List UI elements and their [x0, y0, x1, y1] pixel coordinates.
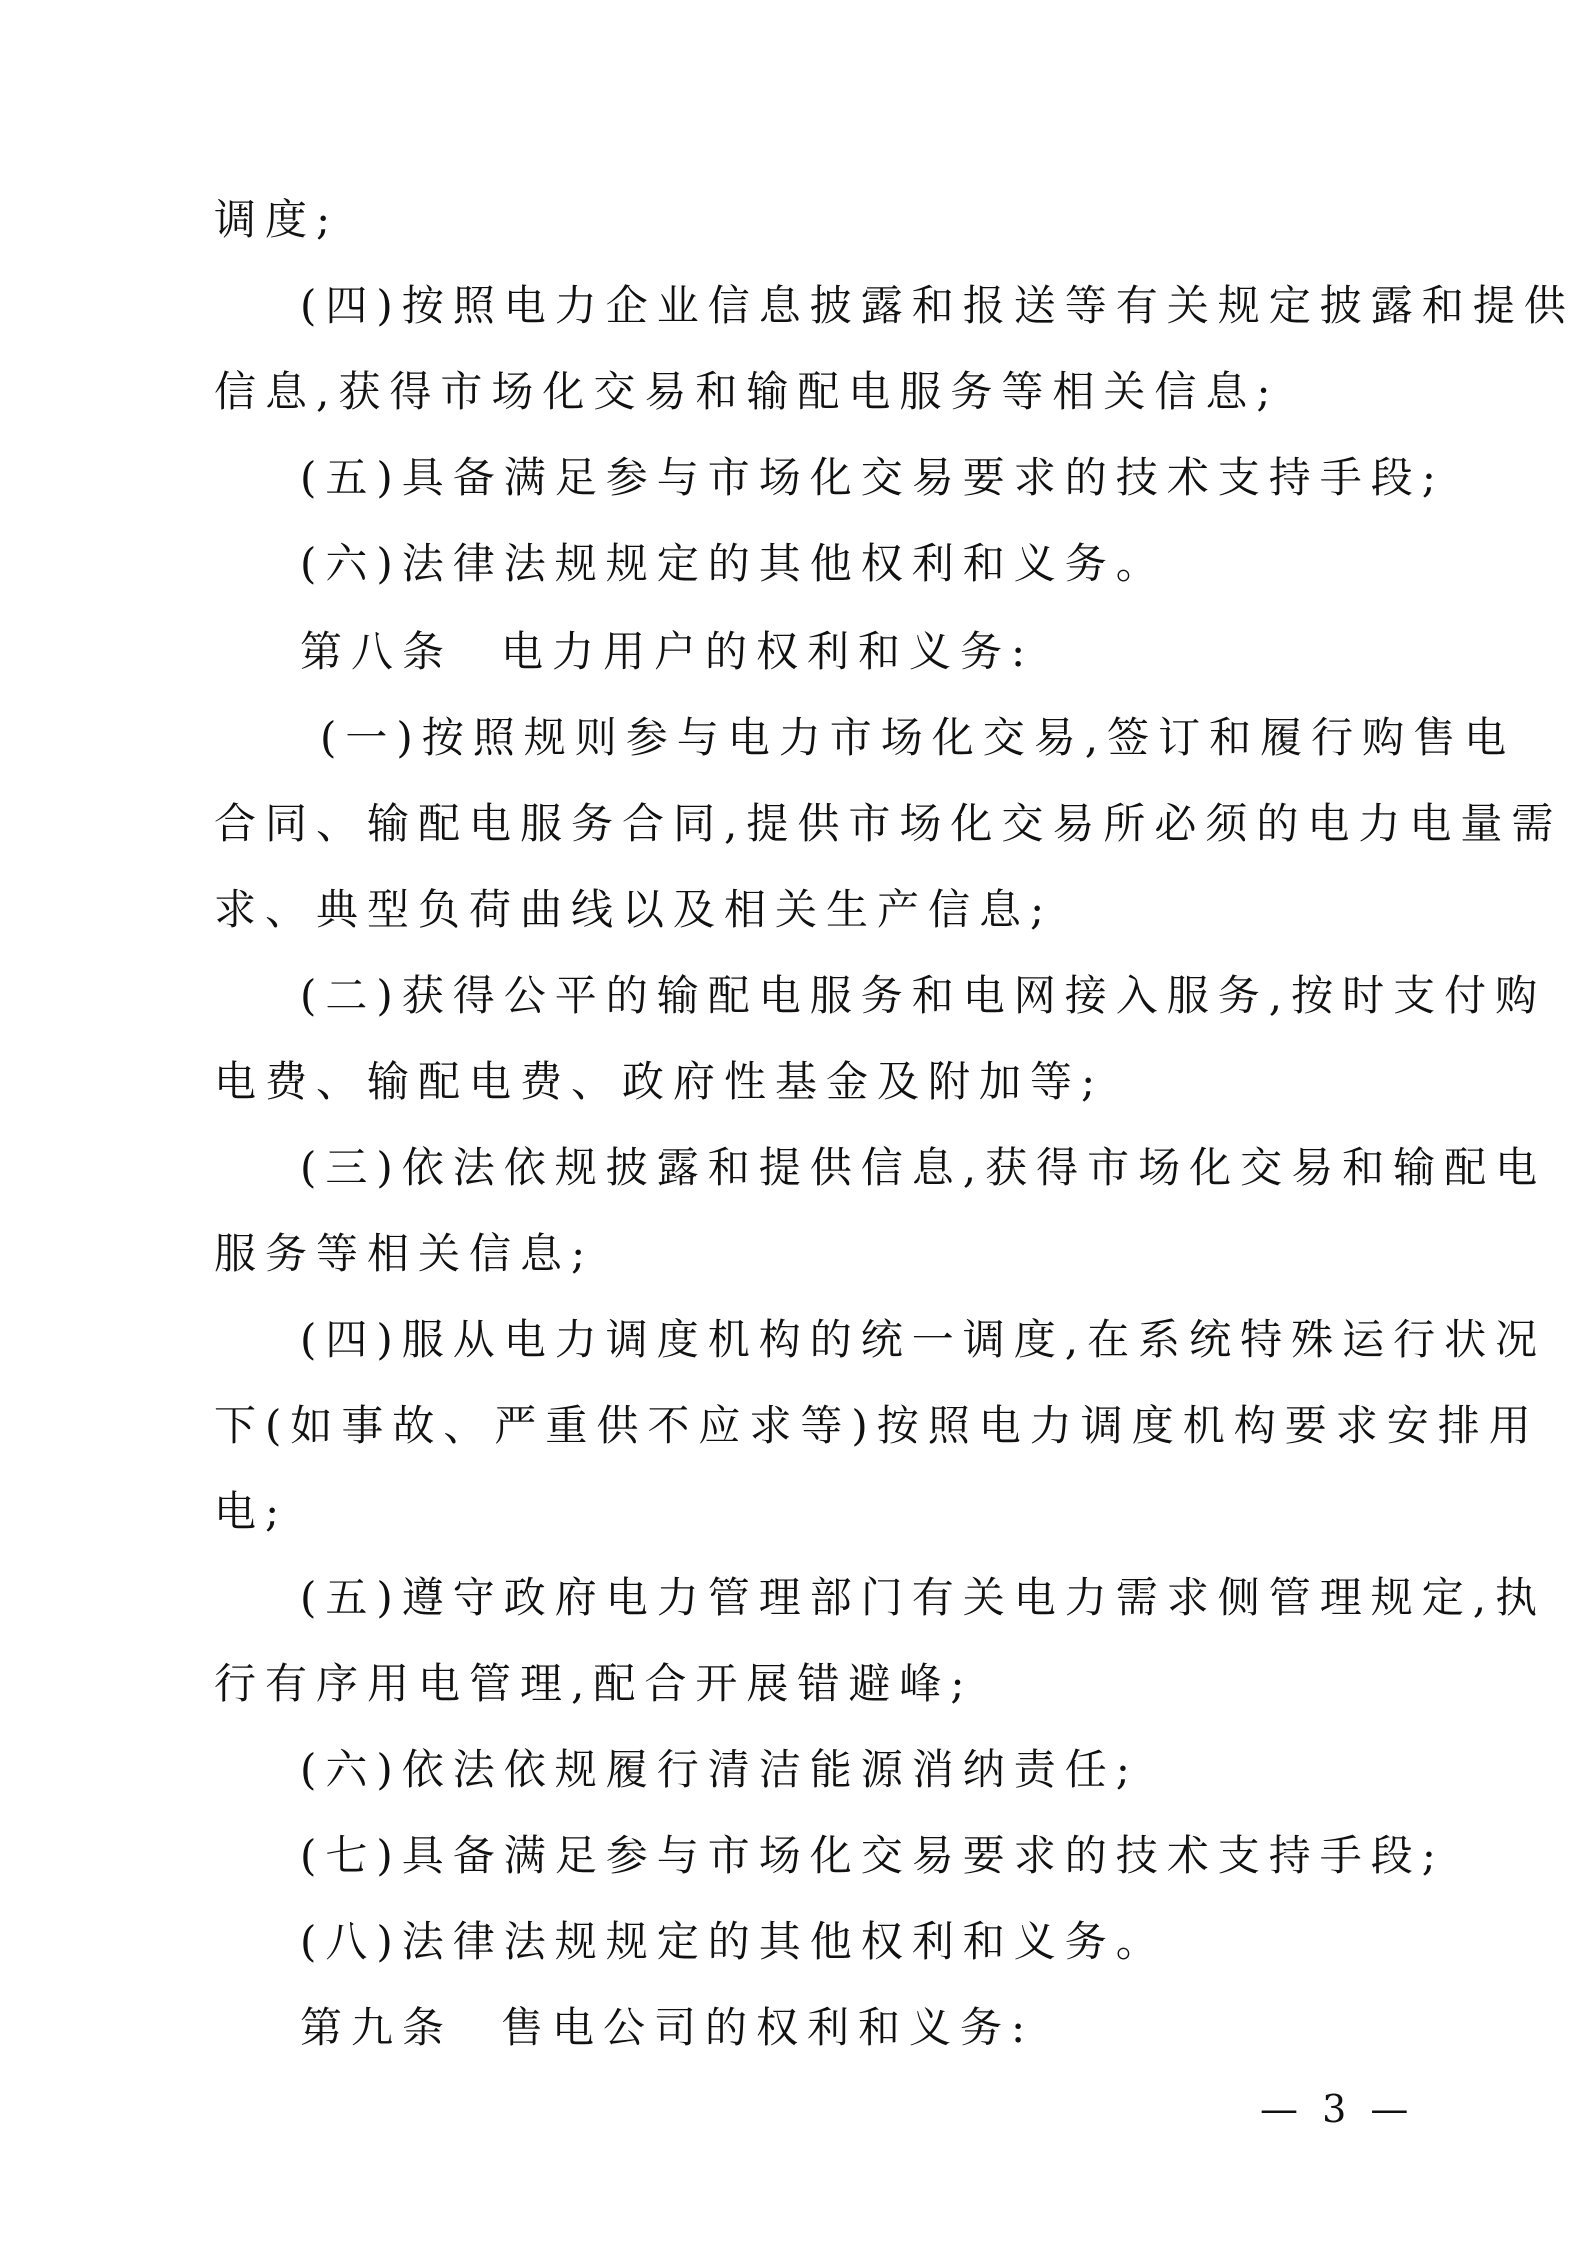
- article-8-number: 第八条: [300, 627, 454, 676]
- article-8-clause-1-line-3: 求、典型负荷曲线以及相关生产信息;: [214, 885, 1054, 934]
- article-8-clause-5-line-1: (五)遵守政府电力管理部门有关电力需求侧管理规定,执: [300, 1573, 1547, 1622]
- article-8-clause-4-line-3: 电;: [214, 1487, 289, 1536]
- article-8-clause-1-line-2: 合同、输配电服务合同,提供市场化交易所必须的电力电量需: [214, 799, 1563, 848]
- article-8-clause-8: (八)法律法规规定的其他权利和义务。: [300, 1917, 1167, 1966]
- article-8-clause-5-line-2: 行有序用电管理,配合开展错避峰;: [214, 1659, 974, 1708]
- article-8-clause-6: (六)依法依规履行清洁能源消纳责任;: [300, 1745, 1139, 1794]
- article-8-clause-2-line-1: (二)获得公平的输配电服务和电网接入服务,按时支付购: [300, 971, 1547, 1020]
- clause-4-line-1: (四)按照电力企业信息披露和报送等有关规定披露和提供: [300, 281, 1575, 330]
- article-8-clause-4-line-1: (四)服从电力调度机构的统一调度,在系统特殊运行状况: [300, 1315, 1547, 1364]
- article-9-heading: [300, 2000, 1500, 2056]
- article-8-clause-7: (七)具备满足参与市场化交易要求的技术支持手段;: [300, 1831, 1445, 1880]
- clause-6: (六)法律法规规定的其他权利和义务。: [300, 539, 1167, 588]
- article-8-clause-4-line-2: 下(如事故、严重供不应求等)按照电力调度机构要求安排用: [214, 1401, 1540, 1450]
- article-8-clause-2-line-2: 电费、输配电费、政府性基金及附加等;: [214, 1057, 1105, 1106]
- article-8-title: 电力用户的权利和义务:: [501, 627, 1035, 676]
- text-line-1: 调度;: [214, 195, 340, 244]
- article-9-number: 第九条: [300, 2003, 454, 2052]
- page-number: — 3 —: [1260, 2087, 1415, 2131]
- article-8-clause-1-line-1: (一)按照规则参与电力市场化交易,签订和履行购售电: [320, 713, 1516, 762]
- article-8-clause-3-line-1: (三)依法依规披露和提供信息,获得市场化交易和输配电: [300, 1143, 1547, 1192]
- clause-5: (五)具备满足参与市场化交易要求的技术支持手段;: [300, 453, 1445, 502]
- article-9-title: 售电公司的权利和义务:: [501, 2003, 1035, 2052]
- article-8-heading: [300, 624, 1500, 680]
- article-8-clause-3-line-2: 服务等相关信息;: [214, 1229, 595, 1278]
- clause-4-line-2: 信息,获得市场化交易和输配电服务等相关信息;: [214, 367, 1280, 416]
